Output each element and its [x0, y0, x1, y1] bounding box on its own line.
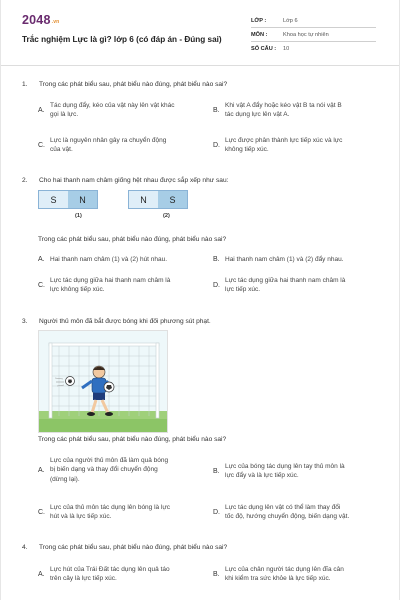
question-3-stem	[22, 318, 382, 325]
question-2-option-c[interactable]	[38, 276, 208, 295]
option-line: Lực hút của Trái Đất tác dụng lên quả táo	[50, 566, 170, 573]
question-1-option-d[interactable]	[213, 136, 388, 155]
question-1-option-c[interactable]	[38, 136, 208, 155]
option-letter: A.	[38, 256, 45, 264]
option-line: của vật.	[50, 146, 73, 154]
question-4-stem	[22, 544, 382, 551]
goalkeeper-drawing	[39, 331, 168, 433]
question-2-number: 2.	[22, 177, 28, 184]
meta-key-grade: LỚP :	[251, 17, 267, 24]
option-line: Lực tác dụng lên vật có thể làm thay đổi	[225, 504, 341, 511]
meta-row-count	[251, 42, 376, 56]
option-line: Lực của chân người tác dụng lên đĩa cân	[225, 566, 344, 573]
question-1-option-b[interactable]	[213, 101, 388, 120]
option-line: tác dụng lực lên vật A.	[225, 111, 290, 119]
option-letter: B.	[213, 467, 220, 475]
question-2-option-b[interactable]	[213, 255, 388, 264]
option-line: Lực của thủ môn tác dụng lên bóng là lực	[50, 504, 170, 511]
question-4-option-b[interactable]	[213, 565, 393, 584]
meta-value-count: 10	[283, 46, 290, 52]
magnet-1-pole-left: S	[39, 191, 68, 208]
option-letter: C.	[38, 281, 45, 289]
question-4-text: Trong các phát biểu sau, phát biểu nào đúng, phát biểu nào sai?	[39, 544, 228, 551]
magnet-1-pole-right: N	[68, 191, 97, 208]
magnet-1	[38, 190, 98, 209]
option-line: gọi là lực.	[50, 111, 79, 119]
option-letter: A.	[38, 466, 45, 474]
question-3-option-c[interactable]	[38, 503, 208, 522]
option-line: khi kiểm tra sức khỏe là lực tiếp xúc.	[225, 575, 331, 583]
option-letter: D.	[213, 281, 220, 289]
magnets-figure	[38, 190, 198, 222]
question-2-option-a[interactable]	[38, 255, 208, 264]
question-3-option-b[interactable]	[213, 462, 388, 481]
magnet-2	[128, 190, 188, 209]
question-1-number: 1.	[22, 81, 28, 88]
option-letter: D.	[213, 141, 220, 149]
worksheet-title: Trắc nghiệm Lực là gì? lớp 6 (có đáp án - Đúng sai)	[22, 35, 222, 44]
option-line: Khi vật A đẩy hoặc kéo vật B ta nói vật B	[225, 102, 342, 109]
option-letter: B.	[213, 256, 220, 264]
option-line: Lực tác dụng giữa hai thanh nam châm là	[50, 277, 171, 284]
meta-value-grade: Lớp 6	[283, 17, 298, 24]
question-4-number: 4.	[22, 544, 28, 551]
option-line: (dừng lại).	[50, 475, 80, 483]
meta-value-subject: Khoa học tự nhiên	[283, 31, 329, 38]
option-line: Lực của người thủ môn đã làm quả bóng	[50, 457, 169, 464]
question-2-text: Cho hai thanh nam châm giống hệt nhau được sắp xếp như sau:	[39, 177, 229, 184]
option-letter: C.	[38, 508, 45, 516]
meta-key-subject: MÔN :	[251, 31, 268, 38]
worksheet-header	[1, 0, 399, 66]
option-letter: B.	[213, 570, 220, 578]
option-letter: D.	[213, 508, 220, 516]
question-2-substem: Trong các phát biểu sau, phát biểu nào đúng, phát biểu nào sai?	[38, 236, 227, 243]
option-line: trên cây là lực tiếp xúc.	[50, 575, 117, 583]
magnet-2-pole-right: S	[158, 191, 187, 208]
option-letter: C.	[38, 141, 45, 149]
option-line: Hai thanh nam châm (1) và (2) hút nhau.	[50, 256, 168, 263]
option-line: Lực tác dụng giữa hai thanh nam châm là	[225, 277, 346, 284]
question-1-stem	[22, 81, 382, 88]
question-2-stem	[22, 177, 382, 184]
question-2-option-d[interactable]	[213, 276, 388, 295]
option-line: Hai thanh nam châm (1) và (2) đẩy nhau.	[225, 256, 344, 263]
logo-main-text: 2048	[22, 13, 51, 27]
option-line: Lực được phân thành lực tiếp xúc và lực	[225, 137, 343, 144]
question-1-text: Trong các phát biểu sau, phát biểu nào đúng, phát biểu nào sai?	[39, 81, 228, 88]
option-line: lực đẩy và là lực tiếp xúc.	[225, 472, 299, 480]
option-line: hút và là lực tiếp xúc.	[50, 513, 112, 521]
magnet-1-label: (1)	[75, 213, 82, 219]
option-letter: B.	[213, 106, 220, 114]
question-1-option-a[interactable]	[38, 101, 208, 120]
option-line: lực không tiếp xúc.	[50, 286, 105, 294]
option-line: bị biến dạng và thay đổi chuyển động	[50, 466, 158, 474]
option-line: Lực là nguyên nhân gây ra chuyển động	[50, 137, 167, 144]
option-letter: A.	[38, 570, 45, 578]
question-3-option-d[interactable]	[213, 503, 393, 522]
question-4-option-a[interactable]	[38, 565, 208, 584]
question-3-number: 3.	[22, 318, 28, 325]
option-line: Tác dụng đẩy, kéo của vật này lên vật khác	[50, 102, 175, 109]
meta-row-subject	[251, 28, 376, 42]
question-3-substem: Trong các phát biểu sau, phát biểu nào đúng, phát biểu nào sai?	[38, 436, 227, 443]
question-3-text: Người thủ môn đã bắt được bóng khi đối phương sút phạt.	[39, 318, 211, 325]
option-letter: A.	[38, 106, 45, 114]
option-line: tốc độ, hướng chuyển động, biến dạng vật.	[225, 513, 350, 521]
magnet-2-label: (2)	[163, 213, 170, 219]
goalkeeper-illustration	[38, 330, 168, 433]
meta-key-count: SỐ CÂU :	[251, 46, 277, 52]
meta-row-grade	[251, 14, 376, 28]
site-logo[interactable]	[22, 13, 59, 27]
question-3-option-a[interactable]	[38, 456, 208, 484]
option-line: không tiếp xúc.	[225, 146, 269, 154]
logo-suffix-text: .vn	[51, 19, 60, 25]
option-line: Lực của bóng tác dụng lên tay thủ môn là	[225, 463, 345, 470]
option-line: lực tiếp xúc.	[225, 286, 261, 294]
magnet-2-pole-left: N	[129, 191, 158, 208]
worksheet-meta-table	[251, 14, 376, 56]
